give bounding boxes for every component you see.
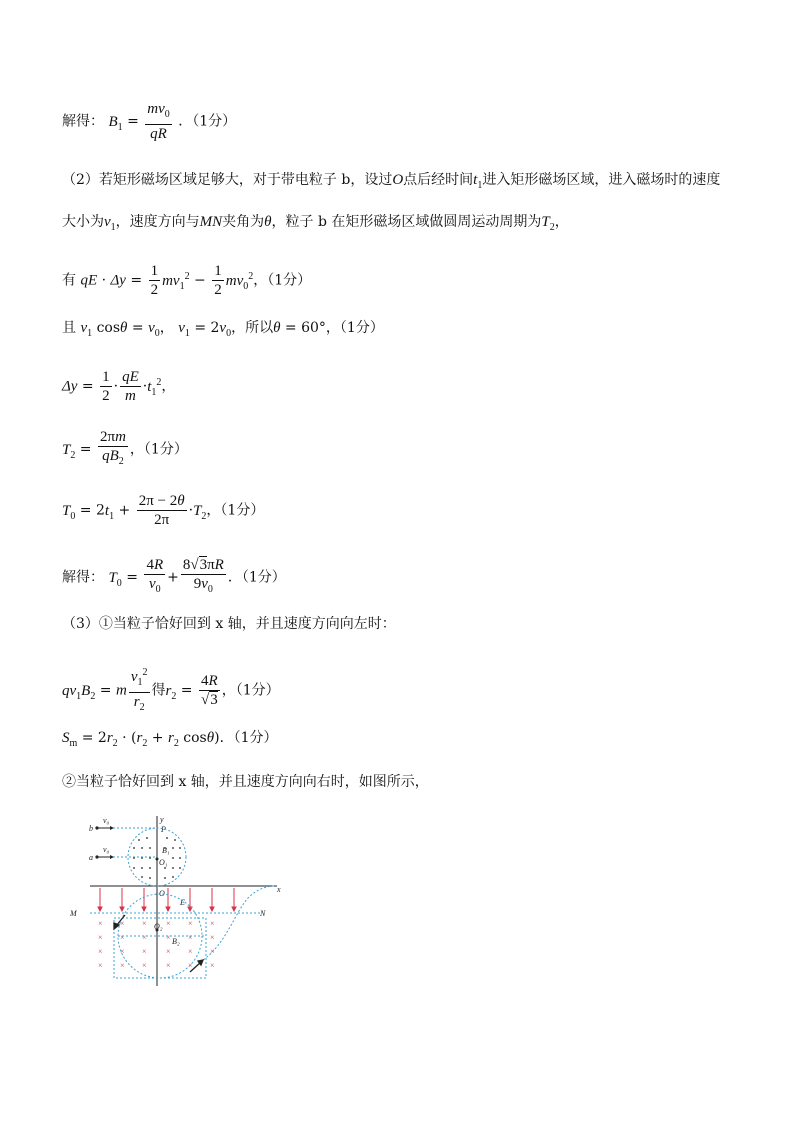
svg-text:×: × bbox=[210, 961, 215, 970]
svg-text:×: × bbox=[120, 947, 125, 956]
label-b1: B₁ bbox=[162, 846, 170, 855]
label-e: E bbox=[180, 898, 185, 907]
svg-text:×: × bbox=[210, 947, 215, 956]
svg-text:×: × bbox=[120, 961, 125, 970]
svg-text:×: × bbox=[210, 933, 215, 942]
svg-text:×: × bbox=[166, 919, 171, 928]
label-o1: O₁ bbox=[159, 858, 168, 867]
svg-text:×: × bbox=[166, 961, 171, 970]
svg-text:×: × bbox=[120, 933, 125, 942]
label-n: N bbox=[260, 909, 266, 918]
svg-text:×: × bbox=[142, 919, 147, 928]
label-b: b bbox=[89, 824, 93, 833]
origin-o: O bbox=[159, 889, 165, 898]
part2-line1: （2）若矩形磁场区域足够大，对于带电粒子 b，设过O点后经时间$t_1$进入矩形磁场区域，进入磁场时的速度 bbox=[62, 172, 721, 191]
svg-text:×: × bbox=[142, 961, 147, 970]
solution-b1: 解得： $B_1$ = $\frac{mv_0}{qR}$ ．（1分） bbox=[62, 101, 237, 142]
x-axis-label: x bbox=[277, 885, 281, 894]
svg-text:×: × bbox=[120, 919, 125, 928]
point-p: P bbox=[161, 825, 166, 834]
fraction: $\frac{mv_0}{qR}$ bbox=[147, 101, 170, 142]
svg-text:×: × bbox=[210, 919, 215, 928]
part2-line2: 大小为$v_1$，速度方向与MN夹角为θ，粒子 b 在矩形磁场区域做圆周运动周期为$T_2$， bbox=[62, 214, 569, 233]
svg-text:×: × bbox=[142, 947, 147, 956]
svg-text:×: × bbox=[98, 947, 103, 956]
svg-text:×: × bbox=[166, 947, 171, 956]
label-v0-a: v₀ bbox=[103, 845, 110, 854]
energy-equation: 有 qE · Δy = $\frac{1}{2}$ $mv_1^2$ − $\frac{1}{2}$ $mv_0^2$，（1分） bbox=[62, 263, 312, 298]
electric-field-arrows bbox=[98, 888, 236, 911]
svg-text:×: × bbox=[98, 933, 103, 942]
svg-text:×: × bbox=[166, 933, 171, 942]
svg-text:×: × bbox=[188, 961, 193, 970]
t0-equation: $T_0 = 2t_1$ + $\frac{2\pi - 2\theta}{2\pi}$ $\cdot T_2$，（1分） bbox=[62, 493, 265, 528]
svg-text:×: × bbox=[142, 933, 147, 942]
label-v0-b: v₀ bbox=[103, 816, 110, 825]
svg-text:×: × bbox=[188, 919, 193, 928]
t0-solution: 解得： $T_0$ = $\frac{4R}{v_0}$ + $\frac{8√3\pi R}{9v_0}$ ．（1分） bbox=[62, 557, 286, 595]
part3-heading: （3）①当粒子恰好回到 x 轴，并且速度方向向左时： bbox=[62, 616, 396, 632]
label-a: a bbox=[89, 853, 93, 862]
svg-text:×: × bbox=[188, 947, 193, 956]
t2-equation: $T_2$ = $\frac{2\pi m}{qB_2}$ ，（1分） bbox=[62, 429, 188, 467]
svg-text:×: × bbox=[98, 919, 103, 928]
label-m: M bbox=[70, 909, 77, 918]
svg-text:×: × bbox=[188, 933, 193, 942]
trajectory-figure bbox=[70, 812, 285, 987]
y-axis-label: y bbox=[160, 815, 164, 824]
delta-y-equation: Δy = $\frac{1}{2}$ · $\frac{qE}{m}$ $\cdot t_1^2$， bbox=[62, 369, 176, 404]
label-b2: B₂ bbox=[172, 937, 180, 946]
angle-relation: 且 $v_1$ $\cos\theta = v_0$， $v_1 = 2v_0$，所以θ = 60°，（1分） bbox=[62, 320, 384, 339]
r2-equation: $qv_1B_2 = m$ $\frac{v_1^2}{r_2}$ 得$r_2$ = $\frac{4R}{√3}$ ，（1分） bbox=[62, 664, 280, 717]
label-o2: O₂ bbox=[154, 922, 163, 931]
area-equation: $S_m = 2r_2 \cdot (r_2 + r_2$ cosθ)．（1分） bbox=[62, 730, 278, 749]
part3-case2: ②当粒子恰好回到 x 轴，并且速度方向向右时，如图所示， bbox=[62, 774, 429, 790]
svg-text:×: × bbox=[98, 961, 103, 970]
